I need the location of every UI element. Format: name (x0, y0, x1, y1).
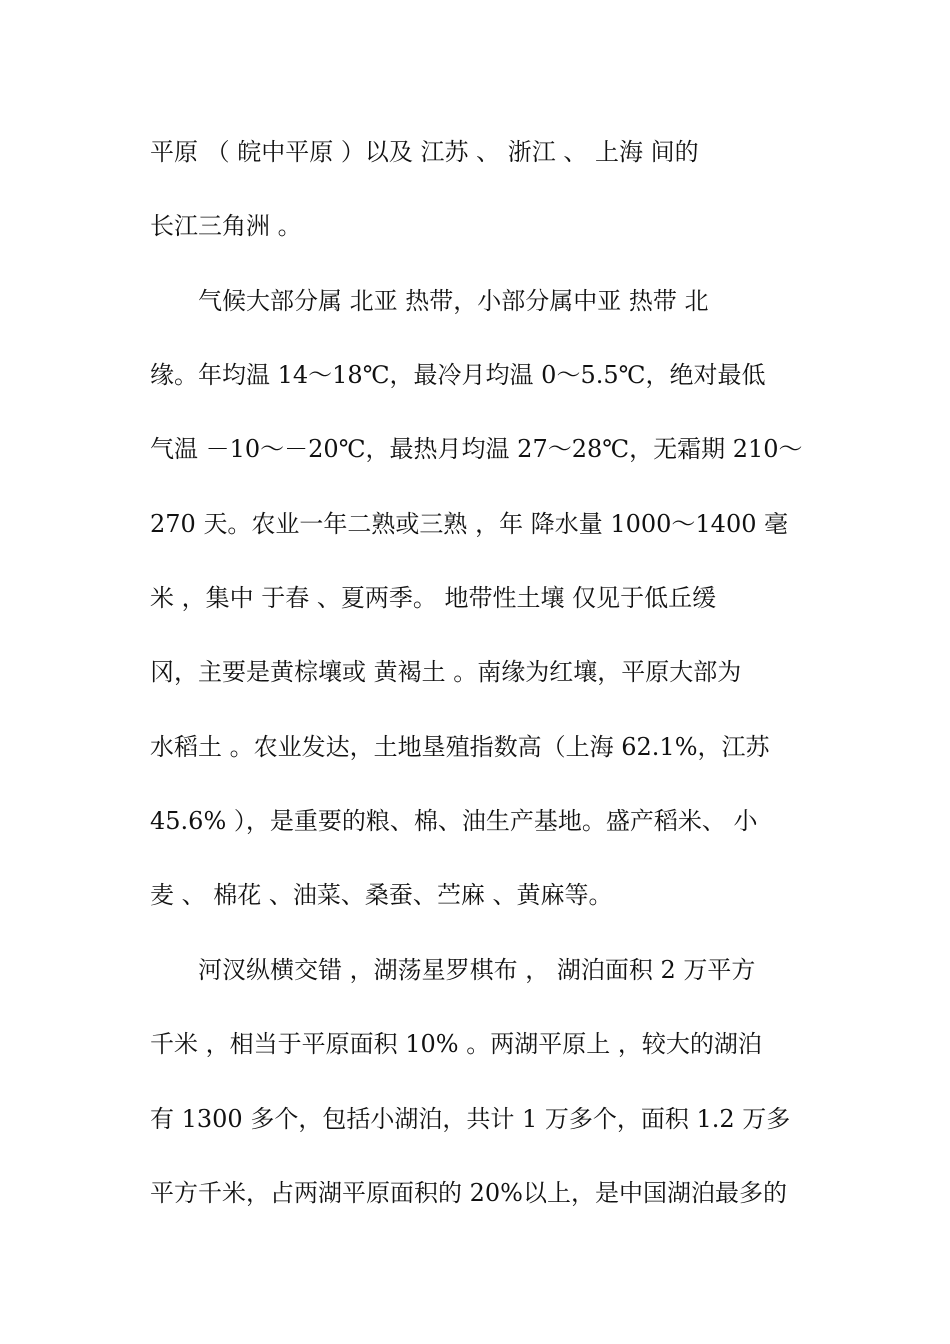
text-line-11: 麦 、 棉花 、油菜、桑蚕、苎麻 、黄麻等。 (150, 881, 613, 909)
text-line-1: 平原 （ 皖中平原 ）以及 江苏 、 浙江 、 上海 间的 (150, 138, 699, 166)
text-line-14: 有 1300 多个，包括小湖泊，共计 1 万多个，面积 1.2 万多 (150, 1105, 791, 1133)
text-line-7: 米 ，集中 于春 、夏两季。 地带性土壤 仅见于低丘缓 (150, 584, 717, 612)
text-line-15: 平方千米，占两湖平原面积的 20%以上，是中国湖泊最多的 (150, 1179, 787, 1207)
text-line-6: 270 天。农业一年二熟或三熟 ，年 降水量 1000～1400 毫 (150, 510, 789, 538)
text-line-9: 水稻土 。农业发达，土地垦殖指数高（上海 62.1%，江苏 (150, 733, 770, 761)
text-line-10: 45.6% ），是重要的粮、棉、油生产基地。盛产稻米、 小 (150, 807, 758, 835)
text-line-12: 河汊纵横交错 ，湖荡星罗棋布 ， 湖泊面积 2 万平方 (150, 956, 756, 984)
text-line-5: 气温 －10～－20℃，最热月均温 27～28℃，无霜期 210～ (150, 435, 803, 463)
text-line-2: 长江三角洲 。 (150, 212, 302, 240)
text-line-3: 气候大部分属 北亚 热带，小部分属中亚 热带 北 (150, 287, 709, 315)
text-line-4: 缘。年均温 14～18℃，最冷月均温 0～5.5℃，绝对最低 (150, 361, 766, 389)
text-line-8: 冈，主要是黄棕壤或 黄褐土 。南缘为红壤，平原大部为 (150, 658, 742, 686)
text-line-13: 千米 ，相当于平原面积 10% 。两湖平原上 ，较大的湖泊 (150, 1030, 762, 1058)
